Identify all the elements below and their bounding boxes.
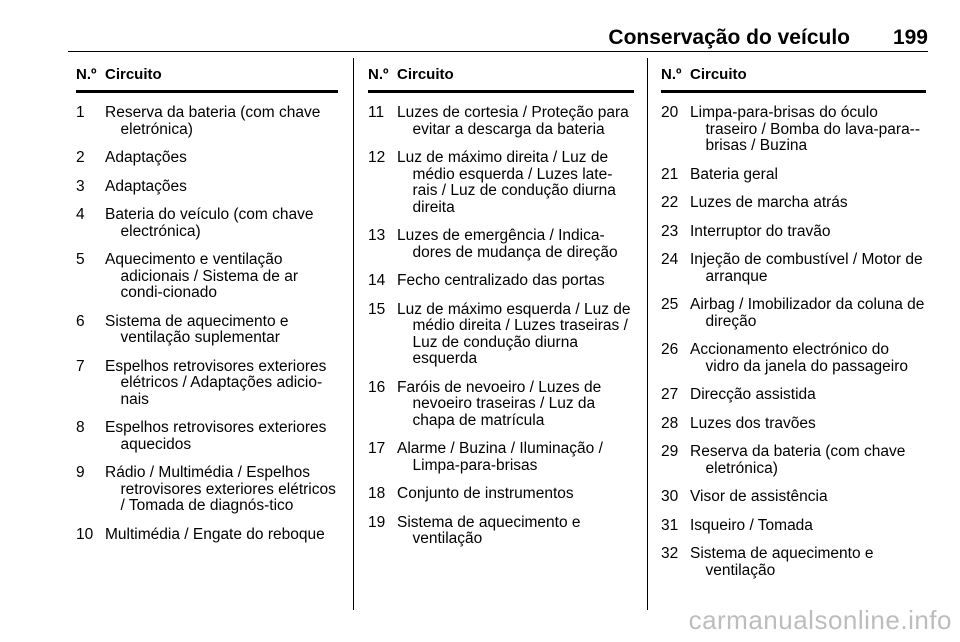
- table-row: [661, 297, 926, 330]
- table-row: [661, 546, 926, 579]
- circuit-text: Interruptor do travão: [690, 222, 831, 240]
- page-header: [68, 26, 928, 48]
- table-row: [661, 105, 926, 155]
- fuse-number: 19: [368, 513, 386, 531]
- table-row: [661, 518, 926, 535]
- fuse-number: 13: [368, 227, 386, 244]
- table-row: [368, 486, 634, 503]
- circuit-text: Accionamento electrónico do vidro da janela do passageiro: [690, 341, 908, 375]
- table-row: [76, 105, 338, 138]
- table-row: [368, 302, 634, 368]
- table-row: [661, 416, 926, 433]
- circuit-text: Luzes de emergência / Indica-dores de mudança de direção: [397, 227, 618, 261]
- table-row: [76, 252, 338, 302]
- header-no: N.º: [76, 66, 97, 83]
- table-row: [661, 444, 926, 477]
- table-row: [368, 515, 634, 548]
- circuit-text: Multimédia / Engate do reboque: [105, 525, 325, 543]
- table-row: [368, 150, 634, 216]
- column-divider: [353, 58, 354, 610]
- circuit-text: Rádio / Multimédia / Espelhos retrovisores exteriores elétricos / Tomada de diagnós-tico: [105, 464, 336, 514]
- fuse-number: 1: [76, 104, 85, 121]
- circuit-text: Visor de assistência: [690, 488, 828, 505]
- circuit-text: Bateria do veículo (com chave electrónica): [105, 206, 314, 240]
- fuse-number: 22: [661, 194, 679, 211]
- circuit-text: Adaptações: [105, 177, 187, 195]
- header-circuit: Circuito: [105, 66, 162, 83]
- table-row: [368, 105, 634, 138]
- circuit-text: Luz de máximo direita / Luz de médio esquerda / Luzes late-rais / Luz de condução diurna direita: [397, 149, 616, 216]
- circuit-text: Sistema de aquecimento e ventilação: [690, 545, 874, 579]
- fuse-number: 27: [661, 386, 679, 403]
- circuit-text: Injeção de combustível / Motor de arranque: [690, 251, 923, 285]
- fuse-number: 29: [661, 443, 679, 460]
- table-row: [76, 527, 338, 544]
- fuse-table-column-2: [368, 66, 634, 548]
- table-row: [76, 314, 338, 347]
- fuse-number: 26: [661, 341, 679, 358]
- circuit-text: Faróis de nevoeiro / Luzes de nevoeiro traseiras / Luz da chapa de matrícula: [397, 378, 602, 429]
- circuit-text: Bateria geral: [690, 165, 778, 183]
- page-number: 199: [892, 26, 928, 49]
- table-row: [661, 252, 926, 285]
- fuse-number: 18: [368, 485, 386, 502]
- circuit-text: Sistema de aquecimento e ventilação suplementar: [105, 312, 289, 346]
- fuse-number: 16: [368, 378, 386, 396]
- fuse-table-column-3: [661, 66, 926, 579]
- fuse-number: 9: [76, 464, 85, 481]
- fuse-number: 32: [661, 545, 679, 562]
- circuit-text: Isqueiro / Tomada: [690, 516, 813, 534]
- table-row: [661, 489, 926, 506]
- circuit-text: Limpa-para-brisas do óculo traseiro / Bomba do lava-para--brisas / Buzina: [690, 104, 921, 154]
- watermark: carmanualsonline.info: [688, 605, 952, 635]
- fuse-number: 11: [368, 104, 385, 121]
- table-row: [76, 359, 338, 409]
- table-row: [76, 150, 338, 167]
- fuse-number: 20: [661, 104, 679, 121]
- header-no: N.º: [368, 66, 389, 83]
- table-row: [661, 387, 926, 404]
- circuit-text: Alarme / Buzina / Iluminação / Limpa-para-brisas: [397, 440, 603, 474]
- circuit-text: Luzes de marcha atrás: [690, 194, 848, 211]
- circuit-text: Fecho centralizado das portas: [397, 272, 605, 289]
- circuit-text: Aquecimento e ventilação adicionais / Sistema de ar condi-cionado: [105, 251, 298, 301]
- fuse-number: 31: [661, 516, 679, 534]
- table-row: [661, 195, 926, 212]
- fuse-table-column-1: [76, 66, 338, 543]
- table-row: [76, 207, 338, 240]
- table-row: [76, 465, 338, 515]
- circuit-text: Adaptações: [105, 149, 187, 166]
- fuse-number: 30: [661, 488, 679, 505]
- table-header: [368, 66, 634, 93]
- fuse-number: 8: [76, 419, 85, 436]
- column-divider: [647, 58, 648, 610]
- circuit-text: Espelhos retrovisores exteriores elétricos / Adaptações adicio-nais: [105, 357, 327, 408]
- circuit-text: Luzes de cortesia / Proteção para evitar a descarga da bateria: [397, 104, 629, 138]
- fuse-number: 21: [661, 165, 679, 183]
- fuse-number: 25: [661, 296, 679, 313]
- fuse-number: 2: [76, 149, 85, 166]
- fuse-number: 23: [661, 222, 679, 240]
- circuit-text: Luzes dos travões: [690, 414, 816, 432]
- table-header: [76, 66, 338, 93]
- fuse-number: 5: [76, 251, 85, 268]
- circuit-text: Reserva da bateria (com chave eletrónica): [690, 443, 906, 477]
- fuse-number: 6: [76, 312, 85, 330]
- table-row: [368, 273, 634, 290]
- fuse-number: 28: [661, 414, 679, 432]
- circuit-text: Luz de máximo esquerda / Luz de médio direita / Luzes traseiras / Luz de condução diurna esquerda: [397, 300, 631, 367]
- fuse-number: 15: [368, 300, 386, 318]
- fuse-number: 3: [76, 177, 85, 195]
- circuit-text: Conjunto de instrumentos: [397, 485, 574, 502]
- table-header: [661, 66, 926, 93]
- table-row: [661, 167, 926, 184]
- circuit-text: Espelhos retrovisores exteriores aquecidos: [105, 419, 327, 453]
- fuse-number: 7: [76, 357, 85, 375]
- table-row: [661, 342, 926, 375]
- circuit-text: Sistema de aquecimento e ventilação: [397, 513, 581, 547]
- fuse-number: 4: [76, 206, 85, 223]
- header-circuit: Circuito: [690, 66, 747, 83]
- fuse-number: 10: [76, 525, 94, 543]
- header-circuit: Circuito: [397, 66, 454, 83]
- table-row: [661, 224, 926, 241]
- page-title: Conservação do veículo: [608, 26, 850, 49]
- header-no: N.º: [661, 66, 682, 83]
- circuit-text: Direcção assistida: [690, 386, 816, 403]
- table-row: [76, 420, 338, 453]
- table-row: [368, 441, 634, 474]
- circuit-text: Airbag / Imobilizador da coluna de direção: [690, 296, 925, 330]
- fuse-number: 12: [368, 149, 386, 166]
- fuse-number: 17: [368, 440, 386, 457]
- table-row: [76, 179, 338, 196]
- table-row: [368, 228, 634, 261]
- table-row: [368, 380, 634, 430]
- header-rule: [68, 51, 928, 52]
- circuit-text: Reserva da bateria (com chave eletrónica): [105, 104, 321, 138]
- fuse-number: 24: [661, 251, 679, 268]
- fuse-number: 14: [368, 272, 386, 289]
